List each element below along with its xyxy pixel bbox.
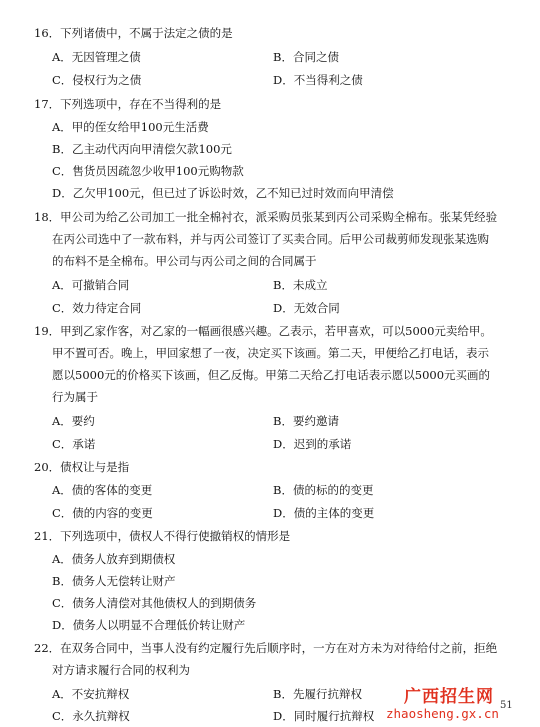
question-21-option-d: D．债务人以明显不合理低价转让财产 <box>52 618 246 632</box>
question-19-option-c: C．承诺 <box>52 437 96 451</box>
question-17-option-a: A．甲的侄女给甲100元生活费 <box>52 120 209 134</box>
watermark-site-name: 广西招生网 <box>404 687 494 707</box>
question-19-stem-line-3: 愿以5000元的价格买下该画，但乙反悔。甲第二天给乙打电话表示愿以5000元买画的 <box>52 368 491 382</box>
question-20-option-d: D．债的主体的变更 <box>273 506 375 520</box>
question-18-option-c: C．效力待定合同 <box>52 301 142 315</box>
question-22-option-b: B．先履行抗辩权 <box>273 687 362 701</box>
question-16-option-c: C．侵权行为之债 <box>52 73 142 87</box>
watermark-url: zhaosheng.gx.cn <box>386 706 499 721</box>
question-18-option-a: A．可撤销合同 <box>52 278 130 292</box>
question-18-option-b: B．未成立 <box>273 278 328 292</box>
question-21-option-a: A．债务人放弃到期债权 <box>52 552 176 566</box>
page-number: 51 <box>500 700 513 711</box>
question-16-option-b: B．合同之债 <box>273 50 339 64</box>
question-22-stem-line-1: 22．在双务合同中，当事人没有约定履行先后顺序时，一方在对方未为对待给付之前，拒绝 <box>34 641 498 655</box>
question-17-option-d: D．乙欠甲100元，但已过了诉讼时效，乙不知已过时效而向甲清偿 <box>52 186 394 200</box>
question-19-option-b: B．要约邀请 <box>273 414 339 428</box>
question-19-stem-line-2: 甲不置可否。晚上，甲回家想了一夜，决定买下该画。第二天，甲便给乙打电话，表示 <box>52 346 489 360</box>
question-16-option-d: D．不当得利之债 <box>273 73 363 87</box>
question-22-option-a: A．不安抗辩权 <box>52 687 130 701</box>
question-17-option-c: C．售货员因疏忽少收甲100元购物款 <box>52 164 244 178</box>
question-18-stem-line-2: 在丙公司选中了一款布料，并与丙公司签订了买卖合同。后甲公司裁剪师发现张某选购 <box>52 232 489 246</box>
question-19-stem-line-1: 19．甲到乙家作客，对乙家的一幅画很感兴趣。乙表示，若甲喜欢，可以5000元卖给甲。 <box>34 324 492 338</box>
question-16-stem: 16．下列诸债中，不属于法定之债的是 <box>34 26 233 40</box>
question-20-option-b: B．债的标的的变更 <box>273 483 374 497</box>
question-21-stem: 21．下列选项中，债权人不得行使撤销权的情形是 <box>34 529 291 543</box>
question-19-option-a: A．要约 <box>52 414 95 428</box>
question-22-stem-line-2: 对方请求履行合同的权利为 <box>52 663 190 677</box>
question-21-option-b: B．债务人无偿转让财产 <box>52 574 176 588</box>
question-19-option-d: D．迟到的承诺 <box>273 437 352 451</box>
question-16-option-a: A．无因管理之债 <box>52 50 141 64</box>
question-22-option-c: C．永久抗辩权 <box>52 709 130 723</box>
question-17-option-b: B．乙主动代丙向甲清偿欠款100元 <box>52 142 232 156</box>
question-20-option-c: C．债的内容的变更 <box>52 506 153 520</box>
question-20-option-a: A．债的客体的变更 <box>52 483 153 497</box>
question-18-stem-line-3: 的布料不是全棉布。甲公司与丙公司之间的合同属于 <box>52 254 317 268</box>
question-18-option-d: D．无效合同 <box>273 301 340 315</box>
question-22-option-d: D．同时履行抗辩权 <box>273 709 375 723</box>
question-18-stem-line-1: 18．甲公司为给乙公司加工一批全棉衬衣，派采购员张某到丙公司采购全棉布。张某凭经验 <box>34 210 498 224</box>
question-20-stem: 20．债权让与是指 <box>34 460 130 474</box>
question-21-option-c: C．债务人清偿对其他债权人的到期债务 <box>52 596 257 610</box>
question-19-stem-line-4: 行为属于 <box>52 390 98 404</box>
question-17-stem: 17．下列选项中，存在不当得利的是 <box>34 97 222 111</box>
